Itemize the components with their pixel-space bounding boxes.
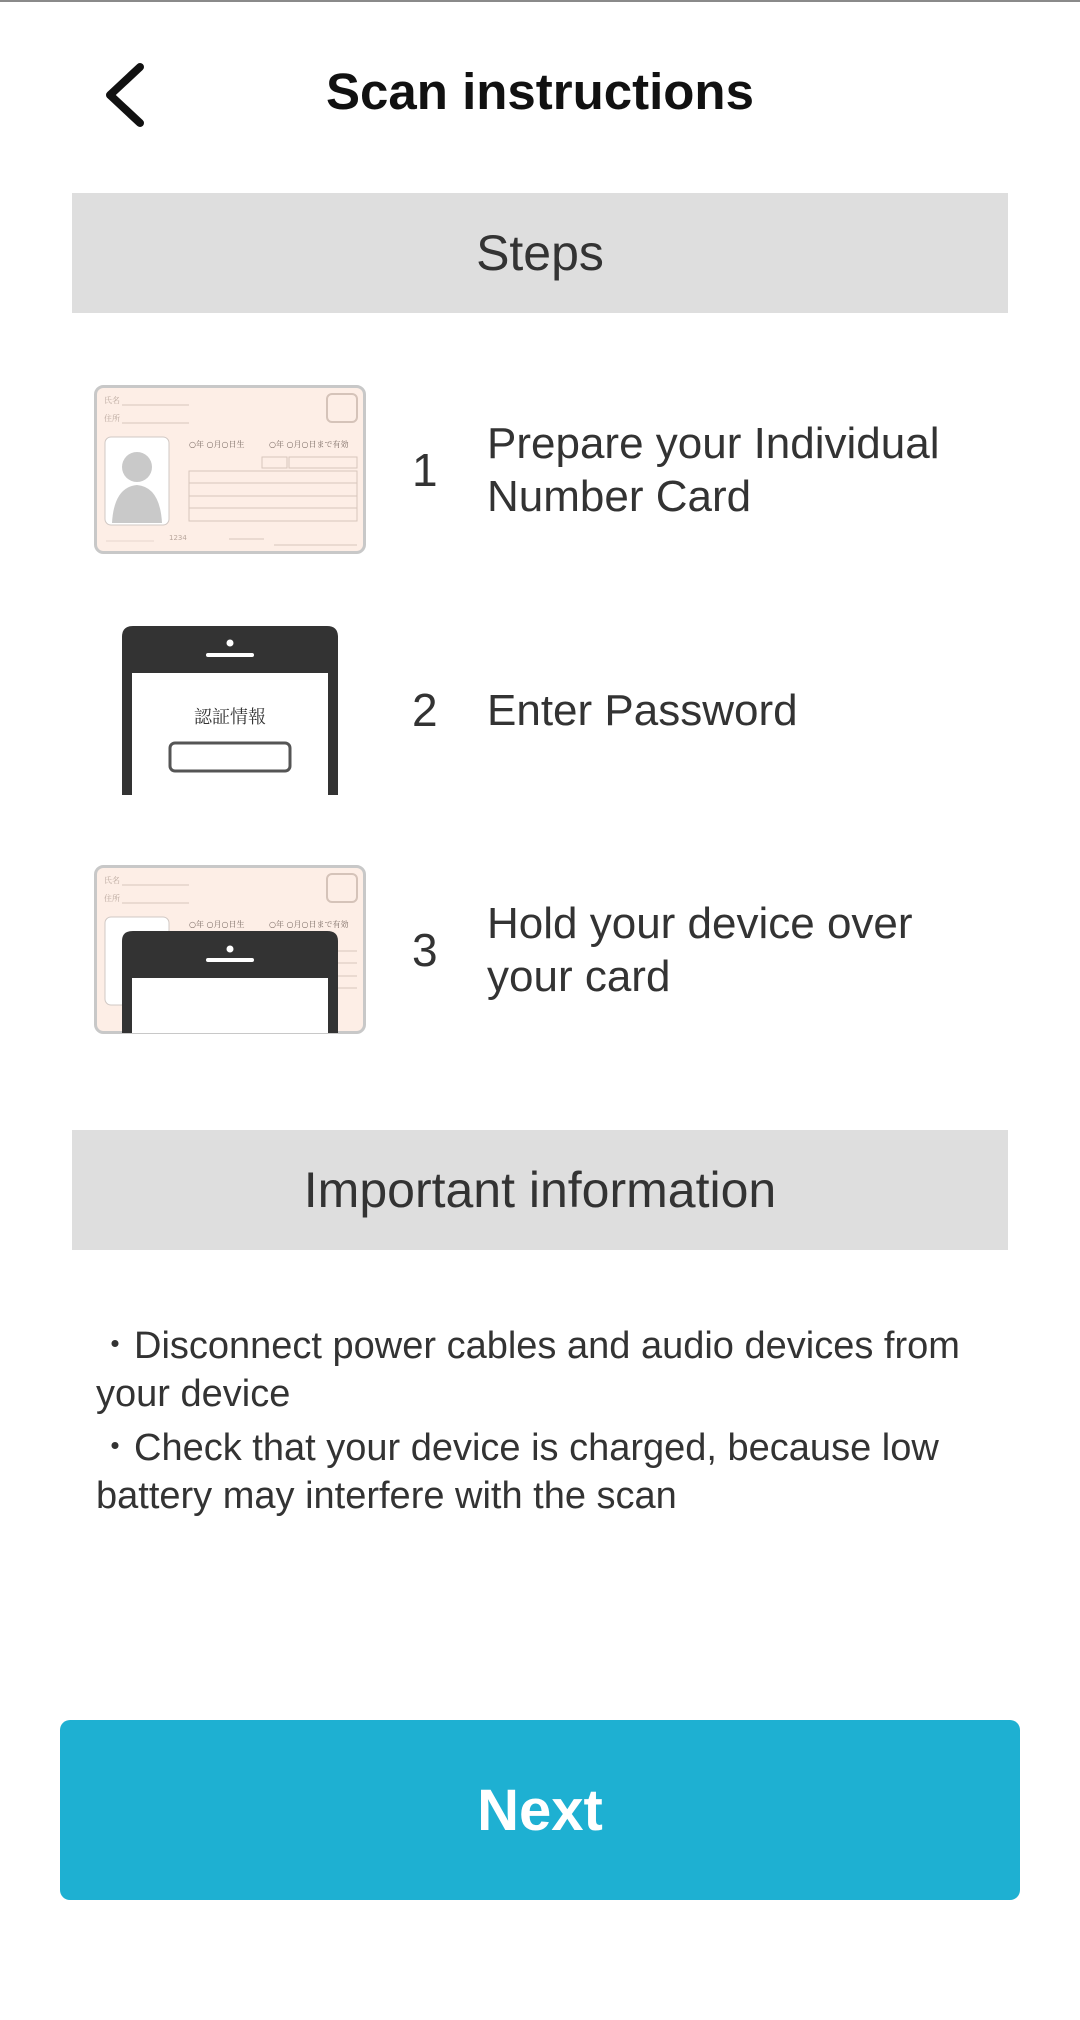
- card-birth-text: ○年 ○月○日生: [189, 440, 245, 449]
- step-2: [72, 625, 1022, 800]
- phone-over-card-icon: [94, 865, 366, 1035]
- card-name-label: 氏名: [104, 396, 120, 405]
- step-1: [72, 385, 1022, 560]
- step-3-text: Hold your device over your card: [487, 899, 913, 1001]
- card-code-text: 1234: [169, 534, 187, 542]
- card-name-label: 氏名: [104, 876, 120, 885]
- card-address-label: 住所: [104, 414, 120, 423]
- step-1-text: Prepare your Individual Number Card: [487, 419, 940, 521]
- page-title: Scan instructions: [326, 63, 754, 120]
- step-2-number: 2: [412, 684, 438, 736]
- info-bullet-1: ・Disconnect power cables and audio devices from your device: [96, 1325, 960, 1415]
- card-birth-text: ○年 ○月○日生: [189, 920, 245, 929]
- card-valid-text: ○年 ○月○日まで有効: [269, 920, 349, 929]
- card-address-label: 住所: [104, 894, 120, 903]
- next-button[interactable]: Next: [60, 1720, 1020, 1900]
- steps-heading: Steps: [72, 193, 1008, 313]
- card-valid-text: ○年 ○月○日まで有効: [269, 440, 349, 449]
- step-1-number: 1: [412, 444, 438, 496]
- important-info-heading: Important information: [72, 1130, 1008, 1250]
- step-2-text: Enter Password: [487, 685, 798, 735]
- step-3-number: 3: [412, 924, 438, 976]
- phone-screen-text: 認証情報: [194, 707, 266, 728]
- step-3: [72, 865, 1022, 1040]
- status-divider: [0, 0, 1080, 2]
- important-info-list: [96, 1322, 1016, 1526]
- id-card-icon: [94, 385, 366, 555]
- info-bullet-2: ・Check that your device is charged, because low battery may interfere with the scan: [96, 1427, 939, 1517]
- header: [0, 40, 1080, 150]
- phone-password-icon: [94, 625, 366, 795]
